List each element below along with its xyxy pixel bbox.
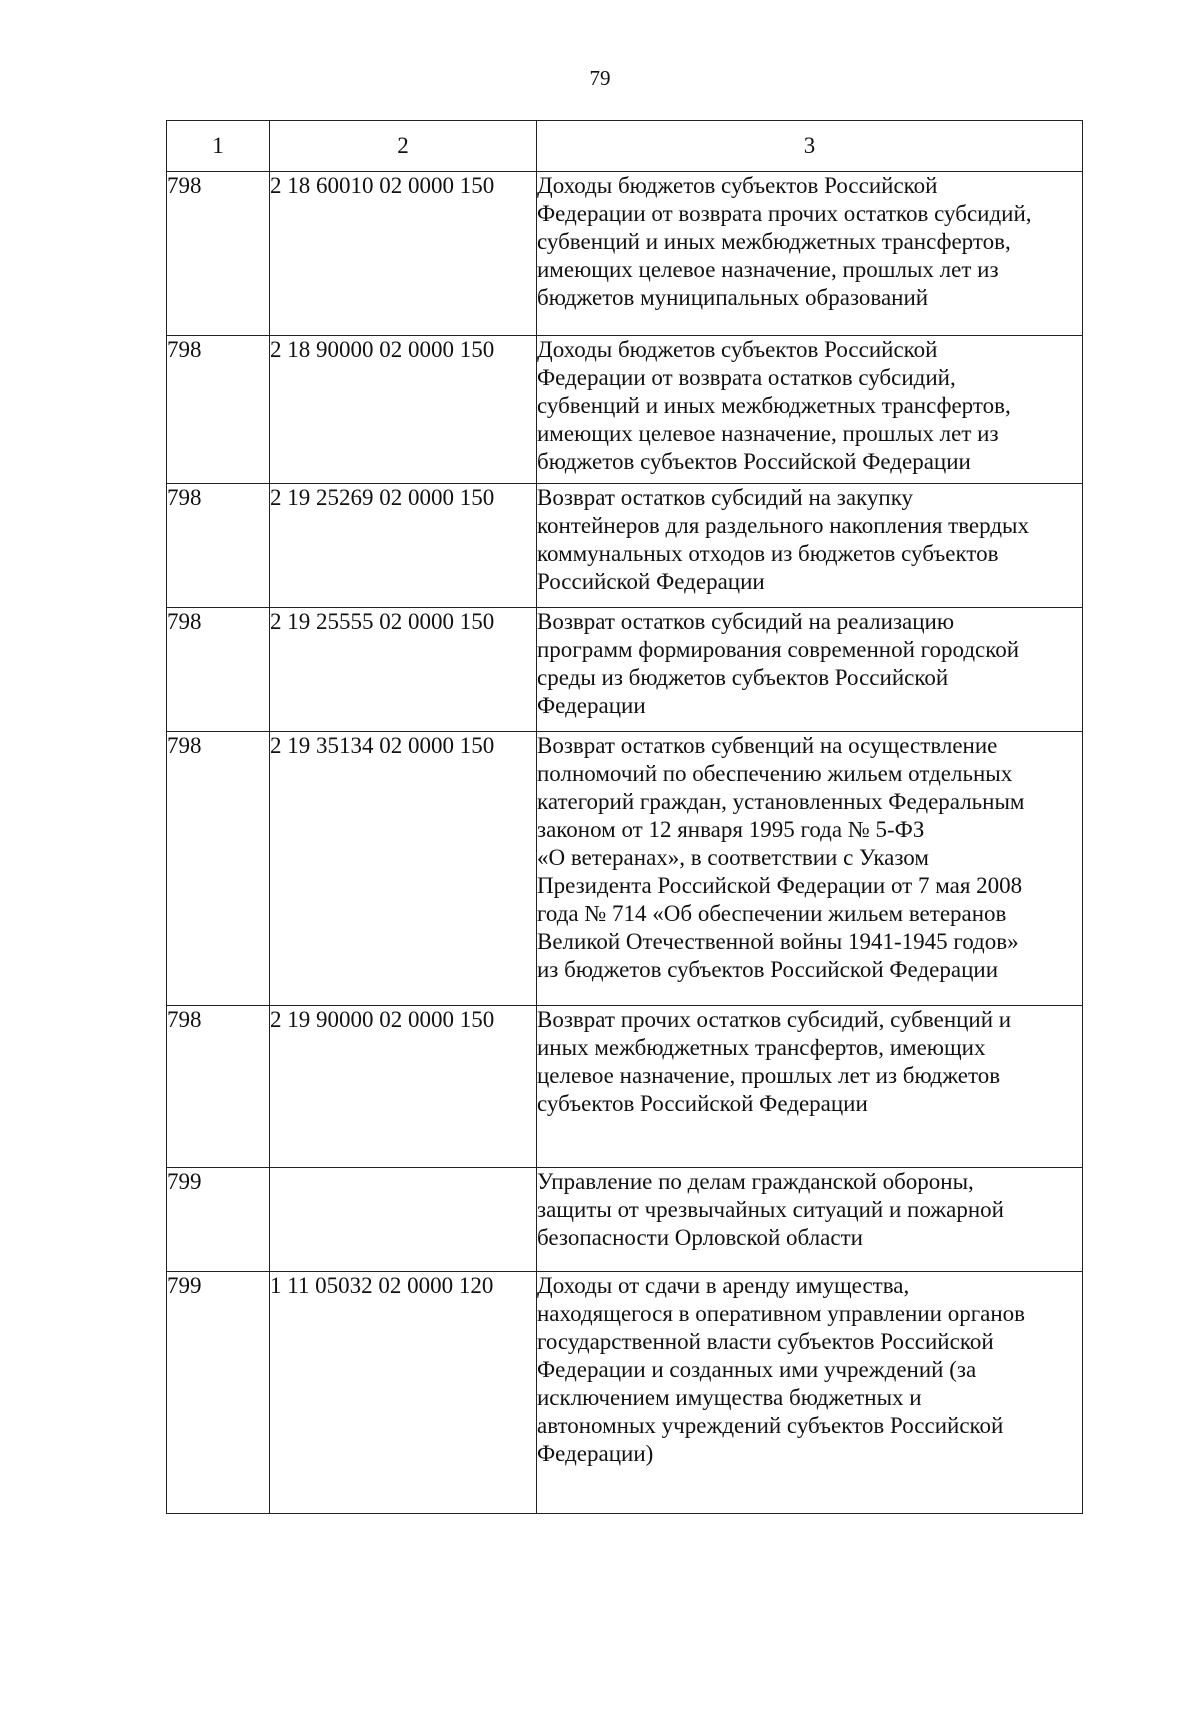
admin-code-cell: 798: [167, 336, 270, 484]
column-header-3: 3: [537, 121, 1083, 172]
budget-classification-code-cell: 2 19 25555 02 0000 150: [270, 608, 537, 732]
budget-classification-code-cell: 2 18 60010 02 0000 150: [270, 172, 537, 336]
column-header-1: 1: [167, 121, 270, 172]
admin-code-cell: 798: [167, 172, 270, 336]
budget-classification-code-cell: [270, 1168, 537, 1272]
page-number: 79: [589, 66, 611, 90]
table-row: [167, 1272, 1083, 1514]
revenue-name-cell: Возврат остатков субсидий на закупку контейнеров для раздельного накопления твердых коммунальных отходов из бюджетов субъектов Российской Федерации: [537, 484, 1083, 608]
admin-code-cell: 799: [167, 1272, 270, 1514]
column-header-2: 2: [270, 121, 537, 172]
revenue-name-cell: Доходы от сдачи в аренду имущества, находящегося в оперативном управлении органов государственной власти субъектов Российской Федерации и созданных ими учреждений (за исключением имущества бюджетных и автономных учреждений субъектов Российской Федерации): [537, 1272, 1083, 1514]
admin-code-cell: 799: [167, 1168, 270, 1272]
budget-classification-code-cell: 2 18 90000 02 0000 150: [270, 336, 537, 484]
table-row: [167, 608, 1083, 732]
revenue-name-cell: Доходы бюджетов субъектов Российской Федерации от возврата остатков субсидий, субвенций и иных межбюджетных трансфертов, имеющих целевое назначение, прошлых лет из бюджетов субъектов Российской Федерации: [537, 336, 1083, 484]
admin-code-cell: 798: [167, 484, 270, 608]
revenue-name-cell: Возврат остатков субсидий на реализацию программ формирования современной городской среды из бюджетов субъектов Российской Федерации: [537, 608, 1083, 732]
admin-code-cell: 798: [167, 1006, 270, 1168]
table-header-row: [167, 121, 1083, 172]
table-row: [167, 336, 1083, 484]
revenue-name-cell: Возврат остатков субвенций на осуществление полномочий по обеспечению жильем отдельных категорий граждан, установленных Федеральным законом от 12 января 1995 года № 5-ФЗ «О ветеранах», в соответствии с Указом Президента Российской Федерации от 7 мая 2008 года № 714 «Об обеспечении жильем ветеранов Великой Отечественной войны 1941-1945 годов» из бюджетов субъектов Российской Федерации: [537, 732, 1083, 1006]
budget-classification-code-cell: 2 19 35134 02 0000 150: [270, 732, 537, 1006]
revenue-codes-table: [166, 120, 1083, 1514]
revenue-name-cell: Возврат прочих остатков субсидий, субвенций и иных межбюджетных трансфертов, имеющих целевое назначение, прошлых лет из бюджетов субъектов Российской Федерации: [537, 1006, 1083, 1168]
admin-code-cell: 798: [167, 608, 270, 732]
budget-classification-code-cell: 1 11 05032 02 0000 120: [270, 1272, 537, 1514]
budget-classification-code-cell: 2 19 25269 02 0000 150: [270, 484, 537, 608]
table-row: [167, 732, 1083, 1006]
revenue-name-cell: Управление по делам гражданской обороны, защиты от чрезвычайных ситуаций и пожарной безопасности Орловской области: [537, 1168, 1083, 1272]
table-row: [167, 172, 1083, 336]
revenue-name-cell: Доходы бюджетов субъектов Российской Федерации от возврата прочих остатков субсидий, субвенций и иных межбюджетных трансфертов, имеющих целевое назначение, прошлых лет из бюджетов муниципальных образований: [537, 172, 1083, 336]
table-row: [167, 1168, 1083, 1272]
budget-classification-code-cell: 2 19 90000 02 0000 150: [270, 1006, 537, 1168]
table-row: [167, 1006, 1083, 1168]
table-row: [167, 484, 1083, 608]
admin-code-cell: 798: [167, 732, 270, 1006]
